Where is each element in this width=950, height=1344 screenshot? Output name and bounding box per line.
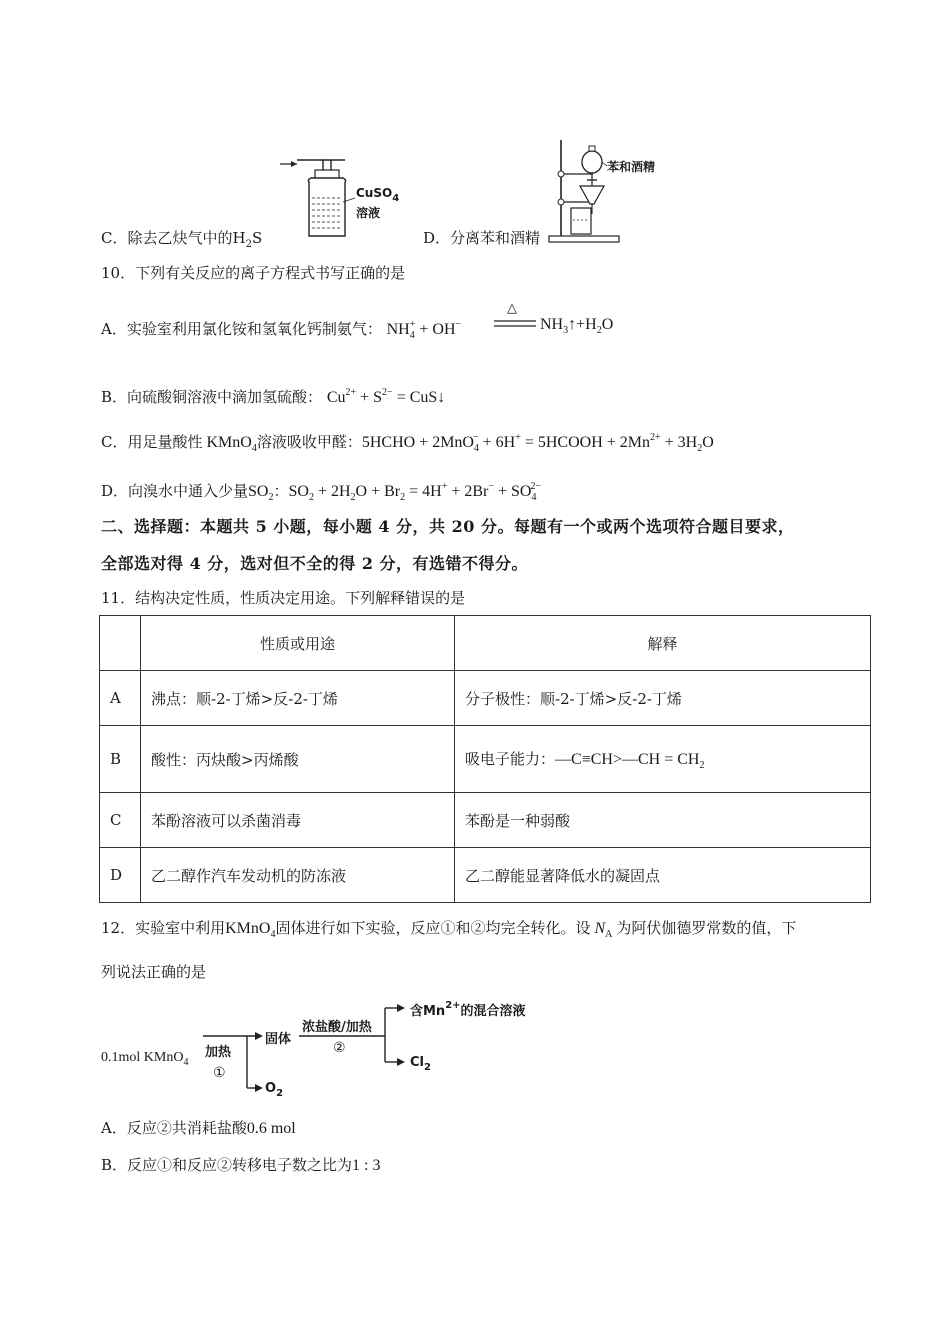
flow-step1-condition: 加热 [205,1045,232,1060]
section2-line2: 全部选对得 4 分，选对但不全的得 2 分，有选错不得分。 [101,554,529,573]
flow-cl2: $Cl_2$ [410,1055,431,1073]
equilibrium-sign [492,318,538,330]
q12-stem: 12．实验室中利用KMnO$_4$固体进行如下实验，反应①和②均完全转化。设 $N_A$ 为阿伏伽德罗常数的值，下 [101,919,797,940]
flow-step2-condition: 浓盐酸/加热 [302,1020,372,1035]
q10-option-d: D．向溴水中通入少量$SO_2$：$SO_2 + 2H_2O + Br_2 = 4H^+ + 2Br^- + SO_4^{2-}$ [101,481,542,503]
benzene-alcohol-label: 苯和酒精 [607,160,656,174]
option-d-text: D．分离苯和酒精 [423,229,541,247]
row-key: D [100,848,141,903]
q10-option-b: B．向硫酸铜溶液中滴加氢硫酸： $Cu^{2+} + S^{2-}$ = CuS↓ [101,387,446,406]
row-property: 苯酚溶液可以杀菌消毒 [141,793,455,848]
table-row [100,671,871,726]
row-property: 沸点：顺-2-丁烯>反-2-丁烯 [141,671,455,726]
flow-mixed-solution: 含$Mn^{2+}$的混合溶液 [410,1000,526,1019]
separatory-funnel-diagram [545,138,635,246]
flow-solid: 固体 [265,1032,292,1047]
row-explanation: 分子极性：顺-2-丁烯>反-2-丁烯 [455,671,871,726]
flow-start: 0.1mol KMnO$_4$ [101,1050,189,1068]
table-row [100,726,871,793]
row-key: C [100,793,141,848]
row-key: A [100,671,141,726]
q12-stem-line2: 列说法正确的是 [101,963,207,981]
header-cell: 解释 [455,616,871,671]
row-property: 乙二醇作汽车发动机的防冻液 [141,848,455,903]
flow-o2: $O_2$ [265,1081,284,1099]
heat-condition: △ [507,301,517,316]
header-cell [100,616,141,671]
flow-step2-number: ② [333,1040,346,1056]
option-c-text: C．除去乙炔气中的$H_2S$ [101,229,263,250]
row-explanation: 乙二醇能显著降低水的凝固点 [455,848,871,903]
table-row [100,793,871,848]
q10-option-c: C．用足量酸性 KMnO$_4$溶液吸收甲醛：5HCHO + 2MnO$_4$− + 6H+ = 5HCOOH + $2Mn^{2+} + 3H_2O$ [101,432,714,454]
row-explanation: 苯酚是一种弱酸 [455,793,871,848]
flow-step1-number: ① [213,1065,226,1081]
section2-line1: 二、选择题：本题共 5 小题，每小题 4 分，共 20 分。每题有一个或两个选项符合题目要求， [101,517,795,536]
q11-stem: 11．结构决定性质，性质决定用途。下列解释错误的是 [101,589,466,607]
row-explanation: 吸电子能力：—C≡CH>—CH = $CH_2$ [455,726,871,793]
q10-option-a: A．实验室利用氯化铵和氢氧化钙制氨气： $NH_4^+ + OH^-$ [101,319,462,341]
q10-a-products: $NH_3↑+H_2O$ [540,316,614,336]
table-header-row [100,616,871,671]
q11-table [99,615,871,903]
q12-option-b: B．反应①和反应②转移电子数之比为1 : 3 [101,1156,381,1174]
q12-option-a: A．反应②共消耗盐酸0.6 mol [101,1119,296,1137]
row-key: B [100,726,141,793]
cuso4-label: CuSO$_4$ 溶液 [356,186,400,220]
table-row [100,848,871,903]
header-cell: 性质或用途 [141,616,455,671]
q10-stem: 10．下列有关反应的离子方程式书写正确的是 [101,264,406,282]
row-property: 酸性：丙炔酸>丙烯酸 [141,726,455,793]
